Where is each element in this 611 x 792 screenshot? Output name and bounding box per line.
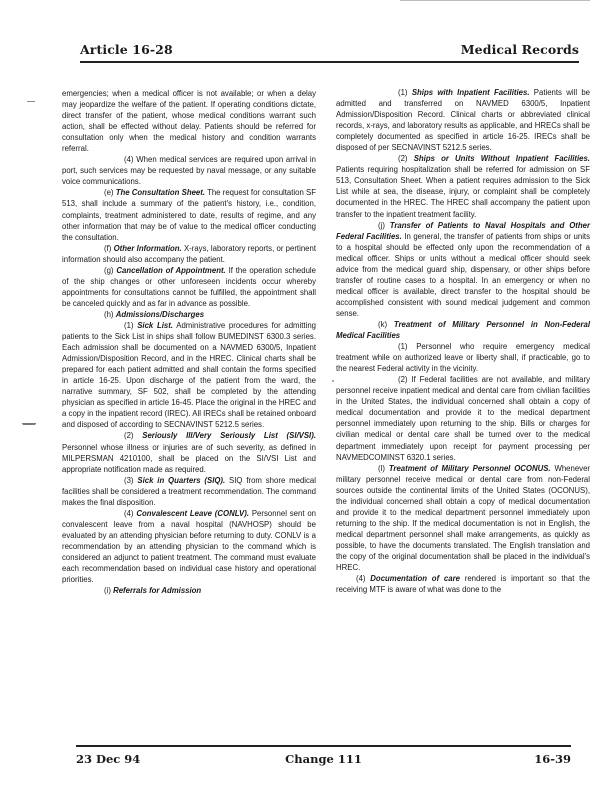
paragraph-label: (4) (356, 574, 371, 584)
paragraph-text: Patients requiring hospitalization shall be referred for admission on SF 513, Consultation Sheet. When a patient requires admission to the Sick List while at sea, the disease, injury, or complaint shall be completely documented in the HREC. The HREC shall accompany the patient upon transfer to the inpatient treatment facility. (336, 165, 590, 219)
paragraph-heading: Transfer of Patients to Naval Hospitals and Other Federal Facilities. (336, 220, 591, 241)
paragraph (336, 463, 590, 573)
paragraph-label: (f) (104, 243, 114, 253)
paragraph-text: emergencies; when a medical officer is not available; or when a delay may jeopardize the welfare of the patient. If operating conditions dictate, direct transfer of the patient, whose medical conditions warrant such action, shall be effected without delay. Patients should be referred for consultation only when the medical history and condition warrants referral. (62, 89, 316, 154)
header-rule (80, 61, 579, 63)
paragraph-heading: Sick in Quarters (SIQ). (137, 475, 226, 485)
paragraph (336, 341, 590, 374)
paragraph-label: (g) (104, 265, 117, 275)
paragraph-label: (l) (378, 463, 389, 473)
paragraph-text: X-rays, laboratory reports, or pertinent information should also accompany the patient. (62, 243, 316, 264)
paragraph (62, 430, 316, 474)
paragraph-heading: Ships or Units Without Inpatient Facilities. (413, 154, 590, 164)
paragraph-label: (2) (398, 154, 414, 164)
page-number: 16-39 (534, 752, 571, 766)
paragraph-heading: Documentation of care (370, 574, 460, 584)
paragraph-text: (4) When medical services are required upon arrival in port, such services may be requested by naval message, or any suitable voice communications. (62, 155, 316, 187)
paragraph (336, 87, 590, 153)
scan-speck (332, 380, 334, 382)
paragraph-text: Whenever military personnel receive medical or dental care from non-Federal sources outside the continental limits of the United States (OCONUS), the individual concerned shall obtain a copy of medical documentation and provide it to the medical department personnel immediately upon returning to the ship. If the medical documentation is not in English, the medical department personnel shall make arrangements, as quickly as possible, to have the documents translated. The English translation and the copy of the original documentation shall be placed in the individual's HREC. (336, 463, 591, 573)
paragraph-text: The request for consultation SF 513, shall include a summary of the patient's history, i.e., condition, complaints, treatment administered to date, results of regime, and any other information that may be of value to the medical officer conducting the consultation. (62, 188, 316, 242)
paragraph (62, 309, 316, 320)
paragraph (62, 320, 316, 430)
paragraph (62, 585, 316, 596)
paragraph-heading: The Consultation Sheet. (115, 188, 206, 198)
paragraph-heading: Cancellation of Appointment. (116, 265, 226, 275)
paragraph-heading: Referrals for Admission (113, 586, 202, 596)
article-number: Article 16-28 (80, 42, 173, 57)
left-column (62, 88, 316, 596)
revision-date: 23 Dec 94 (76, 752, 141, 766)
right-column (336, 87, 590, 595)
paragraph-text: Patients will be admitted and transferred on NAVMED 6300/5, Inpatient Admission/Disposition Record. Clinical charts or abbreviated clinical records, x-rays, and laboratory results as applicable, and HRECs shall be completely documented as specified in article 16-25. IRECs shall be disposed of per SECNAVINST 5212.5 series. (336, 88, 591, 153)
paragraph (336, 319, 590, 341)
paragraph-heading: Convalescent Leave (CONLV). (136, 508, 250, 518)
page-footer (76, 752, 571, 770)
change-number: Change 111 (285, 752, 362, 766)
paragraph-heading: Seriously Ill/Very Seriously List (SI/VSI). (142, 431, 316, 441)
paragraph (62, 508, 316, 585)
paragraph (336, 220, 590, 319)
paragraph-text: (1) Personnel who require emergency medical treatment while on authorized leave or liberty shall, if practicable, go to the nearest Federal activity in the vicinity. (336, 342, 590, 374)
paragraph-label: (2) (124, 431, 143, 441)
paragraph-label: (i) (104, 586, 114, 596)
paragraph (62, 187, 316, 242)
paragraph-heading: Ships with Inpatient Facilities. (411, 88, 530, 97)
paragraph-text: rendered is important so that the receiving MTF is aware of what was done to the (336, 574, 590, 595)
paragraph (336, 573, 590, 595)
paragraph (336, 153, 590, 219)
paragraph (62, 475, 316, 508)
paragraph (336, 374, 590, 462)
paragraph (62, 154, 316, 187)
paragraph-label: (1) (398, 88, 412, 97)
paragraph-label: (e) (104, 188, 116, 198)
footer-rule (76, 745, 571, 747)
paragraph-label: (j) (378, 220, 390, 230)
paragraph-label: (k) (378, 319, 394, 329)
paragraph-label: (3) (124, 475, 138, 485)
paragraph-label: (h) (104, 309, 116, 319)
paragraph (62, 88, 316, 154)
scan-edge-line (400, 0, 590, 1)
page-header (80, 42, 579, 62)
paragraph-text: Personnel sent on convalescent leave from a naval hospital (NAVHOSP) should be evaluated by an attending physician before returning to duty. CONLV is a recommendation by an attending physician to the command which is considered an adjunct to patient treatment. The command must evaluate each recommendation based on individual case history and operational priorities. (62, 508, 317, 585)
paragraph (62, 243, 316, 265)
paragraph-heading: Other Information. (113, 243, 182, 253)
paragraph-text: In general, the transfer of patients from ships or units to a hospital should be effected only upon the recommendation of a medical officer. Ships or units without a medical officer should seek advice from the medical guard ship, dispensary, or other ships before transfer of routine cases to a hospital. In an emergency or when no medical officer is available, direct transfer to the hospital should be accomplished consistent with sound medical judgement and common sense. (336, 231, 590, 318)
paragraph-text: (2) If Federal facilities are not available, and military personnel receive inpatient medical and dental care from civilian facilities in the United States, the individual concerned shall obtain a copy of medical documentation and provide it to the medical department personnel immediately upon returning to the ship. Bills or charges for civilian medical or dental care shall be turned over to the medical department immediately upon receipt for payment processing per NAVMEDCOMINST 6320.1 series. (336, 375, 590, 462)
paragraph-heading: Sick List. (137, 320, 173, 330)
paragraph (62, 265, 316, 309)
paragraph-heading: Treatment of Military Personnel OCONUS. (388, 463, 551, 473)
paragraph-label: (1) (124, 320, 138, 330)
paragraph-text: SIQ from shore medical facilities shall be considered a treatment recommendation. The command makes the final disposition. (62, 475, 316, 507)
paragraph-heading: Treatment of Military Personnel in Non-Federal Medical Facilities (336, 319, 590, 341)
paragraph-text: If the operation schedule of the ship changes or other unforeseen incidents occur whereby appointments for consultations cannot be fulfilled, the appointment shall be canceled quickly and as far in advance as possible. (62, 265, 316, 308)
section-title: Medical Records (460, 42, 579, 57)
paragraph-heading: Admissions/Discharges (115, 309, 205, 319)
paragraph-label: (4) (124, 508, 137, 518)
paragraph-text: Administrative procedures for admitting patients to the Sick List in ships shall follow BUMEDINST 6300.3 series. Each admission shall be documented on a NAVMED 6300/5, Inpatient Admission/Disposition Record, and in the HREC. Clinical charts shall be prepared for each patient admitted and shall contain the forms specified in article 16-25. Upon discharge of the patient from the ward, the narrative summary, SF 502, shall be completed by the attending physician as specified in article 16-45. Place the original in the HREC and a copy in the inpatient record (IREC). All IRECs shall be retained onboard and disposed of according to SECNAVINST 5212.5 series. (62, 320, 316, 430)
margin-mark (22, 423, 36, 425)
margin-mark (27, 101, 35, 102)
paragraph-text: Personnel whose illness or injuries are of such severity, as defined in MILPERSMAN 4210100, shall be placed on the SI/VSI List and appropriate notification made as required. (62, 442, 316, 474)
